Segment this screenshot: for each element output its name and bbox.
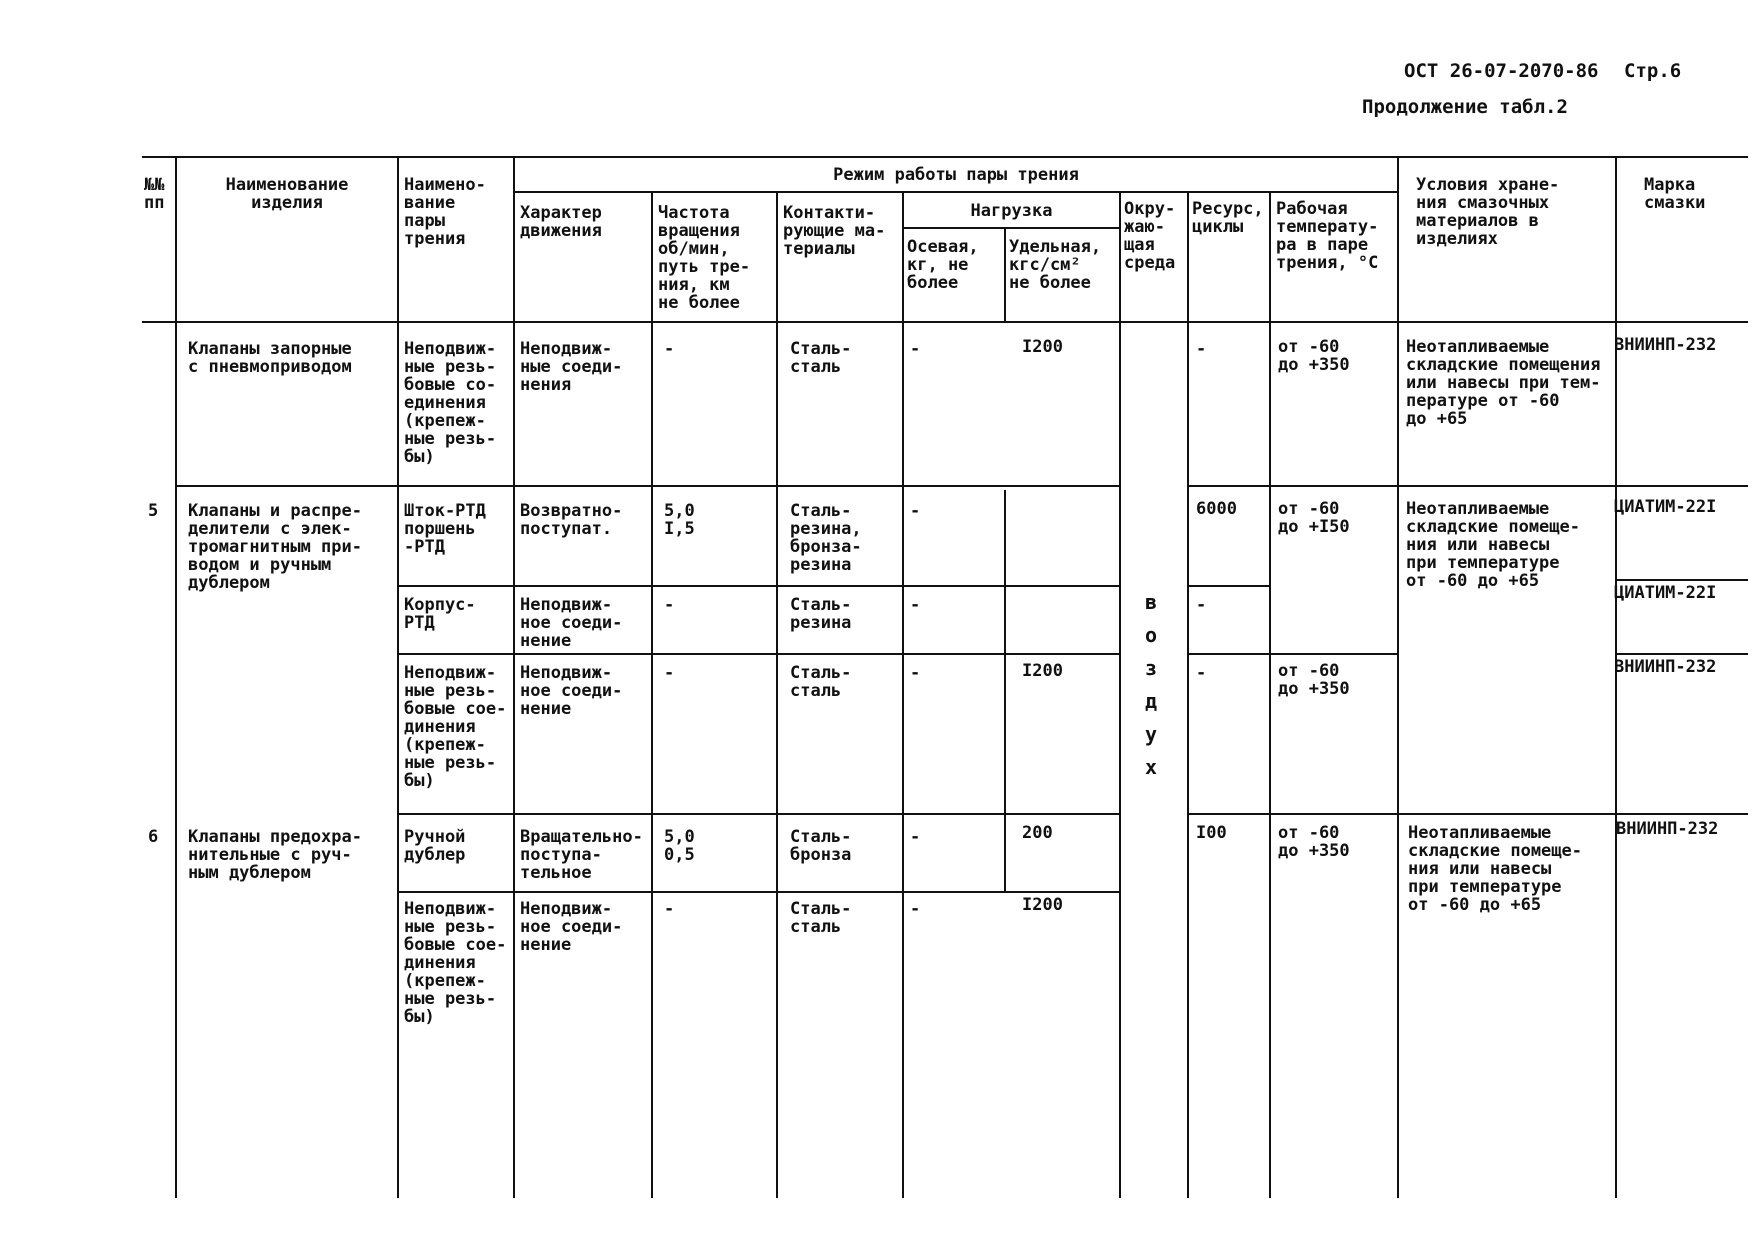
header-product: Наименование изделия — [225, 175, 349, 213]
row-temperature: от -60 до +I50 — [1278, 499, 1350, 537]
row-product: Клапаны предохра- нительные с руч- ным дублером — [188, 827, 362, 883]
row-storage: Неотапливаемые складские помеще- ния или навесы при температуре от -60 до +65 — [1408, 823, 1582, 915]
row-frequency: - — [664, 899, 675, 919]
row-motion: Неподвиж- ное соеди- нение — [520, 663, 623, 719]
row-frequency: 5,0 I,5 — [664, 501, 695, 539]
row-motion: Неподвиж- ное соеди- нение — [520, 899, 623, 955]
row-temperature: от -60 до +350 — [1278, 823, 1350, 861]
row-grease: ЦИАТИМ-22I — [1614, 583, 1717, 603]
header-environment: Окру- жаю- щая среда — [1124, 199, 1176, 273]
row-product: Клапаны запорные с пневмоприводом — [188, 339, 352, 377]
header-resource: Ресурс, циклы — [1192, 199, 1264, 237]
row-specific: I200 — [1022, 337, 1063, 357]
row-materials: Сталь- резина, бронза- резина — [790, 501, 862, 575]
row-temperature: от -60 до +350 — [1278, 661, 1350, 699]
row-specific: I200 — [1022, 661, 1063, 681]
header-grease: Марка смазки — [1644, 175, 1706, 213]
row-grease: ВНИИНП-232 — [1614, 335, 1717, 355]
row-materials: Сталь- сталь — [790, 339, 852, 377]
header-axial-load: Осевая, кг, не более — [907, 237, 979, 293]
row-resource: I00 — [1196, 823, 1227, 843]
header-mode-group: Режим работы пары трения — [833, 165, 1079, 185]
environment-value: в о з д у х — [1144, 590, 1158, 779]
row-pair: Шток-РТД поршень -РТД — [404, 501, 486, 557]
row-frequency: - — [664, 595, 675, 615]
row-resource: - — [1196, 339, 1207, 359]
header-specific-load: Удельная, кгс/см² не более — [1009, 237, 1102, 293]
header-load-group: Нагрузка — [970, 201, 1053, 221]
row-motion: Неподвиж- ные соеди- нения — [520, 339, 623, 395]
row-specific: I200 — [1022, 895, 1063, 915]
row-frequency: - — [664, 663, 675, 683]
row-frequency: - — [664, 339, 675, 359]
row-specific: 200 — [1022, 823, 1053, 843]
row-motion: Возвратно- поступат. — [520, 501, 623, 539]
row-axial: - — [910, 663, 921, 683]
header-friction-pair: Наимено- вание пары трения — [404, 175, 486, 249]
table-continuation-caption: Продолжение табл.2 — [1362, 96, 1568, 118]
row-resource: 6000 — [1196, 499, 1237, 519]
row-motion: Неподвиж- ное соеди- нение — [520, 595, 623, 651]
header-materials: Контакти- рующие ма- териалы — [783, 203, 886, 259]
row-pair: Неподвиж- ные резь- бовые сое- динения (крепеж- ные резь- бы) — [404, 663, 507, 791]
document-code: ОСТ 26-07-2070-86 — [1404, 60, 1599, 82]
row-grease: ВНИИНП-232 — [1614, 657, 1717, 677]
row-product: Клапаны и распре- делители с элек- тромагнитным при- водом и ручным дублером — [188, 501, 362, 593]
row-storage: Неотапливаемые складские помещения или навесы при тем- пературе от -60 до +65 — [1406, 337, 1601, 429]
row-pair: Корпус- РТД — [404, 595, 476, 633]
row-materials: Сталь- сталь — [790, 663, 852, 701]
row-temperature: от -60 до +350 — [1278, 337, 1350, 375]
row-axial: - — [910, 899, 921, 919]
row-frequency: 5,0 0,5 — [664, 827, 695, 865]
row-resource: - — [1196, 663, 1207, 683]
row-materials: Сталь- сталь — [790, 899, 852, 937]
row-materials: Сталь- резина — [790, 595, 852, 633]
row-axial: - — [910, 595, 921, 615]
row-pair: Неподвиж- ные резь- бовые сое- динения (крепеж- ные резь- бы) — [404, 899, 507, 1027]
row-pair: Неподвиж- ные резь- бовые со- единения (крепеж- ные резь- бы) — [404, 339, 497, 467]
row-materials: Сталь- бронза — [790, 827, 852, 865]
header-temperature: Рабочая температу- ра в паре трения, °С — [1276, 199, 1379, 273]
row-axial: - — [910, 339, 921, 359]
row-grease: ЦИАТИМ-22I — [1614, 497, 1717, 517]
row-axial: - — [910, 501, 921, 521]
row-motion: Вращательно- поступа- тельное — [520, 827, 643, 883]
row-storage: Неотапливаемые складские помеще- ния или навесы при температуре от -60 до +65 — [1406, 499, 1580, 591]
header-motion: Характер движения — [520, 203, 602, 241]
row-grease: ВНИИНП-232 — [1616, 819, 1719, 839]
row-num: 5 — [148, 501, 159, 521]
row-axial: - — [910, 827, 921, 847]
row-num: 6 — [148, 827, 159, 847]
header-storage: Условия хране- ния смазочных материалов в изделиях — [1416, 175, 1560, 249]
row-pair: Ручной дублер — [404, 827, 466, 865]
header-num: №№ пп — [144, 175, 165, 213]
header-frequency: Частота вращения об/мин, путь тре- ния, км не более — [658, 203, 751, 313]
page-number: Стр.6 — [1624, 60, 1682, 82]
row-resource: - — [1196, 595, 1207, 615]
